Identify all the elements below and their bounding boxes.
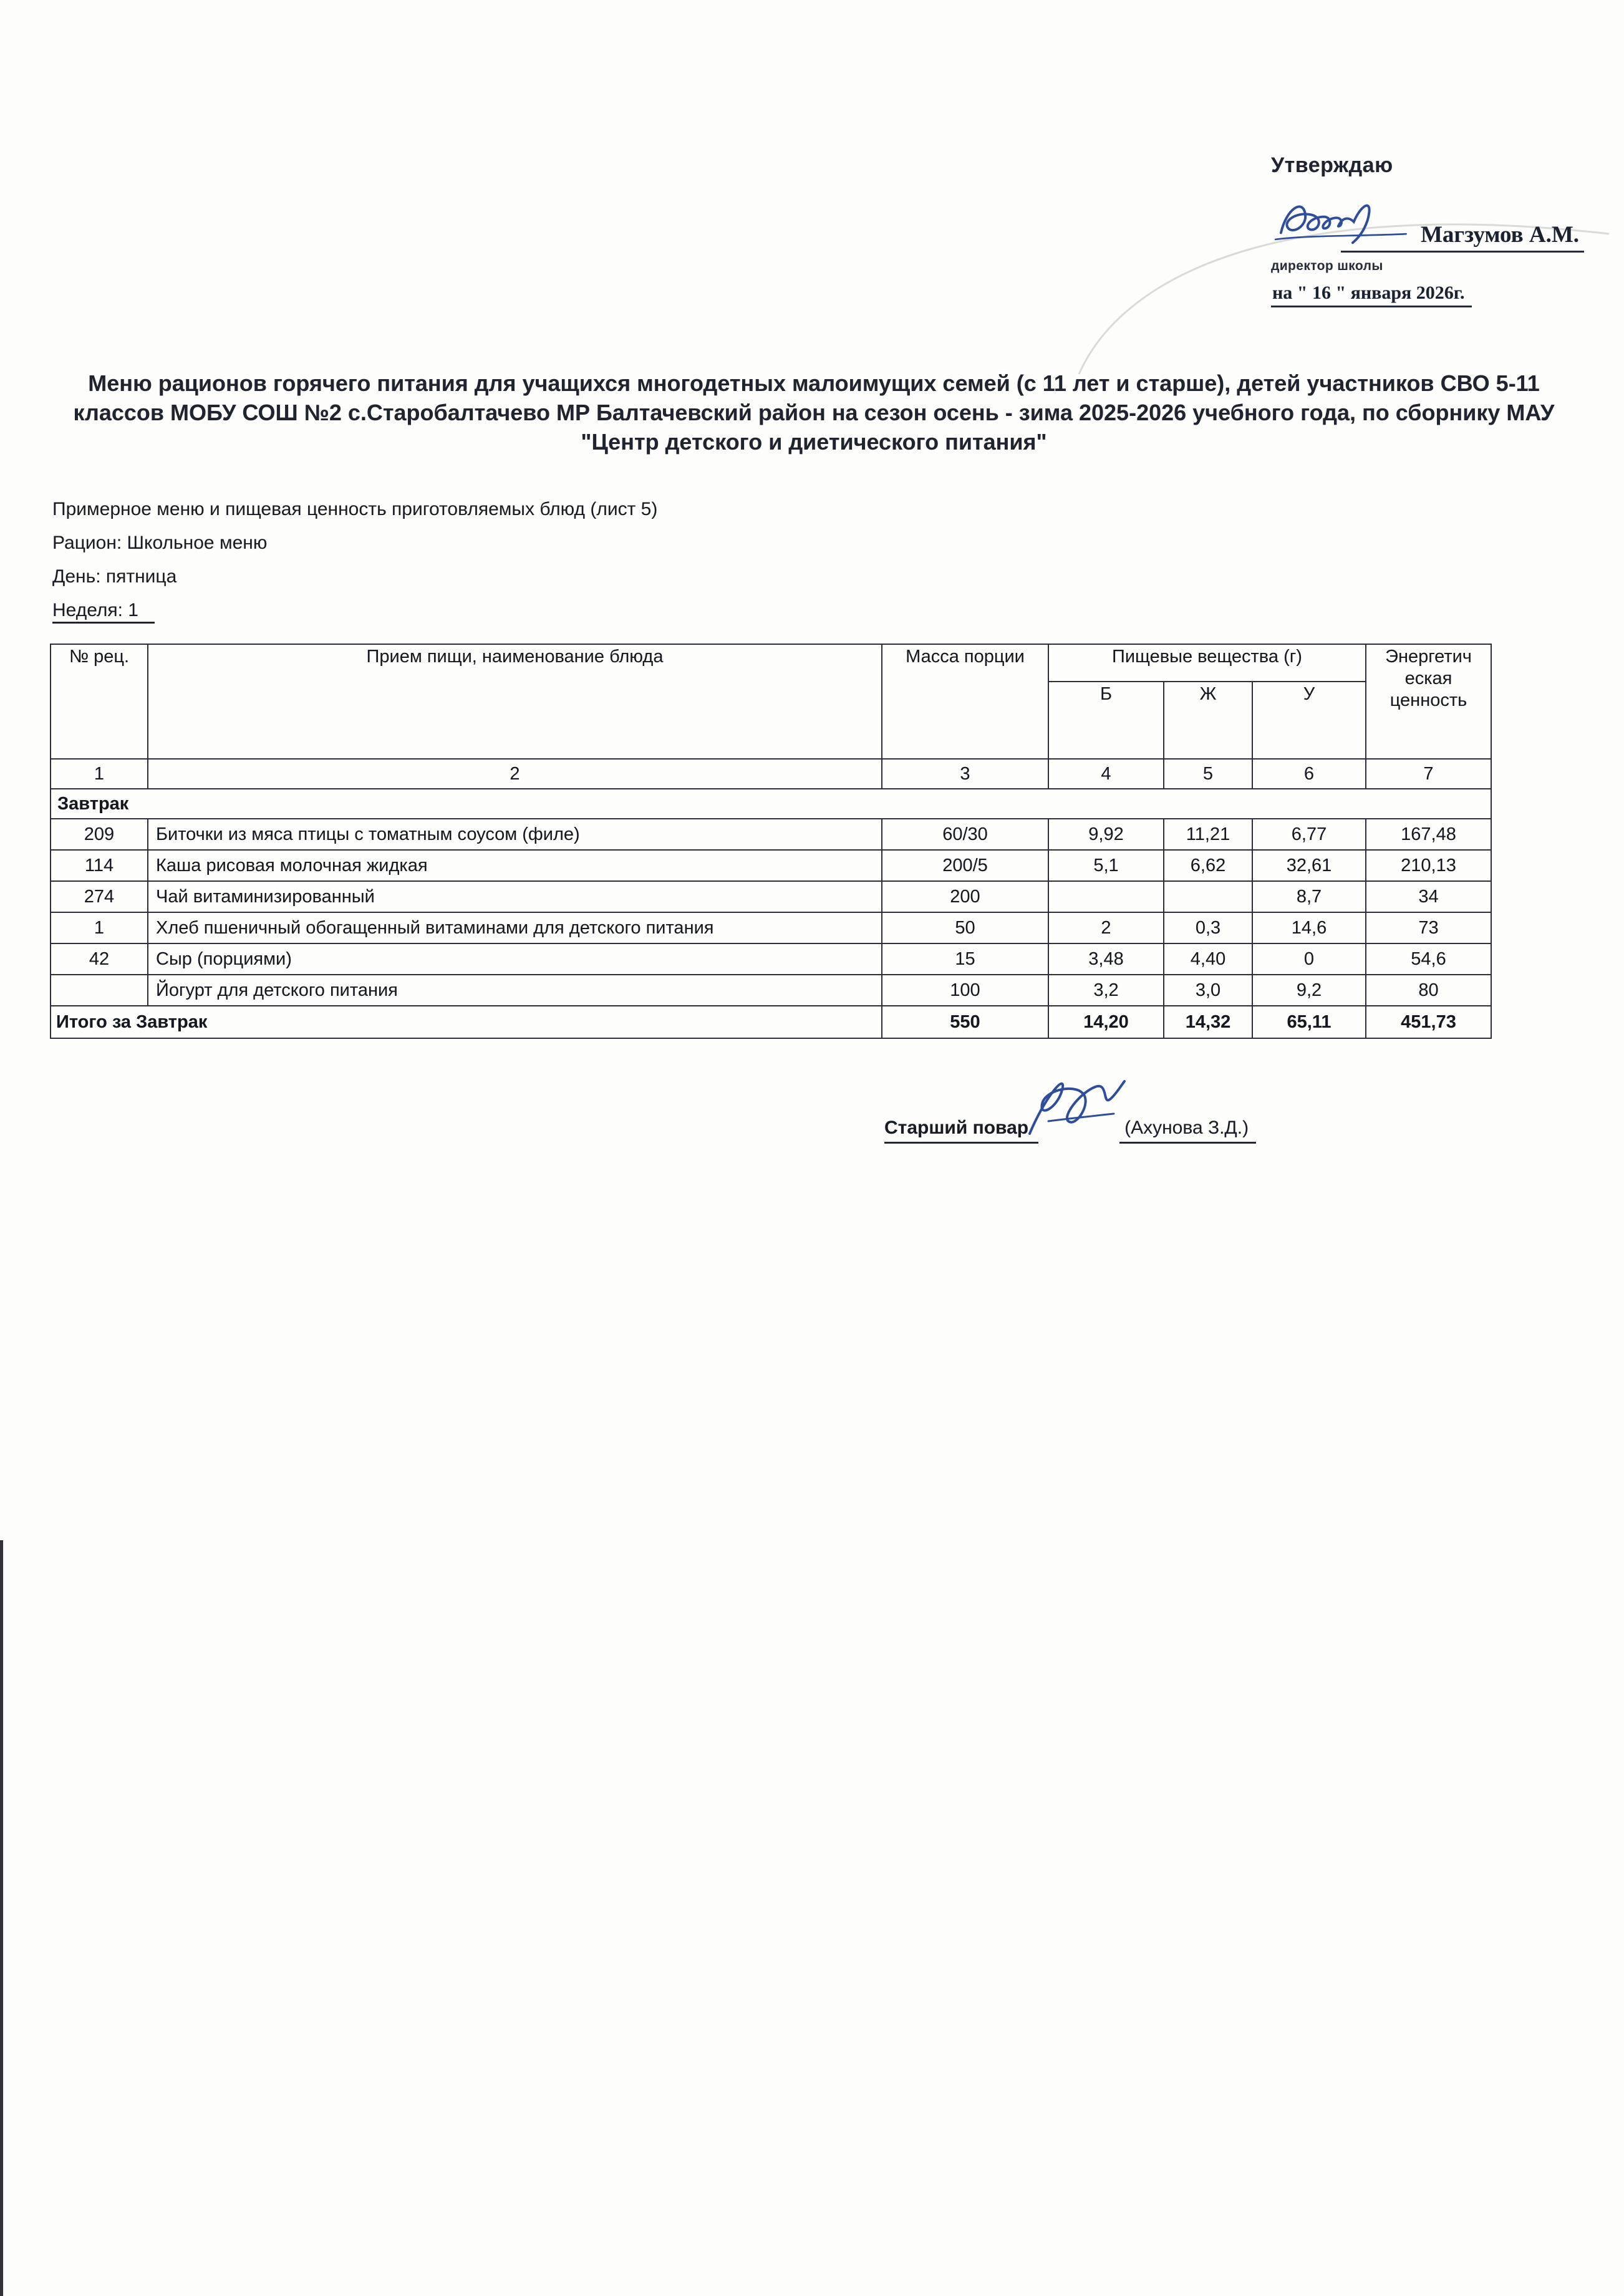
cell-dish: Йогурт для детского питания [148, 975, 882, 1006]
cell-energy: 210,13 [1366, 850, 1491, 881]
cell-protein: 3,2 [1048, 975, 1164, 1006]
cell-energy: 73 [1366, 912, 1491, 943]
cell-energy: 54,6 [1366, 943, 1491, 975]
col-num-2: 2 [148, 759, 882, 789]
header-energy: Энергетич еская ценность [1366, 644, 1491, 759]
menu-table [50, 644, 1492, 1039]
table-row [51, 943, 1491, 975]
cell-rec: 42 [51, 943, 148, 975]
table-row [51, 975, 1491, 1006]
table-row [51, 881, 1491, 912]
total-carbs: 65,11 [1252, 1006, 1366, 1038]
header-fat: Ж [1164, 682, 1252, 759]
cell-dish: Чай витаминизированный [148, 881, 882, 912]
header-carbs: У [1252, 682, 1366, 759]
director-title: директор школы [1271, 259, 1383, 273]
section-label: Завтрак [51, 789, 1491, 819]
cell-carbs: 14,6 [1252, 912, 1366, 943]
cell-fat: 4,40 [1164, 943, 1252, 975]
cell-dish: Сыр (порциями) [148, 943, 882, 975]
cook-label: Старший повар [884, 1117, 1038, 1144]
total-row [51, 1006, 1491, 1038]
director-signature-row [1271, 188, 1620, 253]
header-dish: Прием пищи, наименование блюда [148, 644, 882, 759]
table-row [51, 850, 1491, 881]
cell-fat [1164, 881, 1252, 912]
cell-protein [1048, 881, 1164, 912]
column-number-row [51, 759, 1491, 789]
meta-week [52, 600, 657, 624]
cell-fat: 0,3 [1164, 912, 1252, 943]
cell-rec: 274 [51, 881, 148, 912]
total-protein: 14,20 [1048, 1006, 1164, 1038]
col-num-7: 7 [1366, 759, 1491, 789]
cell-rec [51, 975, 148, 1006]
cell-carbs: 9,2 [1252, 975, 1366, 1006]
approve-label: Утверждаю [1271, 153, 1393, 177]
cell-carbs: 6,77 [1252, 819, 1366, 850]
meta-ration: Рацион: Школьное меню [52, 533, 268, 553]
cell-fat: 3,0 [1164, 975, 1252, 1006]
section-row-breakfast [51, 789, 1491, 819]
cell-protein: 9,92 [1048, 819, 1164, 850]
cell-energy: 167,48 [1366, 819, 1491, 850]
cell-mass: 60/30 [882, 819, 1048, 850]
header-row [51, 644, 1491, 682]
meta-subtitle: Примерное меню и пищевая ценность приготовляемых блюд (лист 5) [52, 499, 658, 519]
table-row [51, 912, 1491, 943]
cell-carbs: 0 [1252, 943, 1366, 975]
cell-protein: 3,48 [1048, 943, 1164, 975]
total-fat: 14,32 [1164, 1006, 1252, 1038]
header-rec-no: № рец. [51, 644, 148, 759]
meta-week-value: Неделя: 1 [52, 600, 155, 624]
col-num-3: 3 [882, 759, 1048, 789]
cook-signature [1011, 1059, 1136, 1152]
col-num-1: 1 [51, 759, 148, 789]
total-mass: 550 [882, 1006, 1048, 1038]
header-nutrients: Пищевые вещества (г) [1048, 644, 1366, 682]
header-protein: Б [1048, 682, 1164, 759]
cell-rec: 1 [51, 912, 148, 943]
cell-mass: 100 [882, 975, 1048, 1006]
cell-energy: 34 [1366, 881, 1491, 912]
cell-mass: 200/5 [882, 850, 1048, 881]
footer-block [884, 1059, 1256, 1144]
cell-mass: 200 [882, 881, 1048, 912]
cell-rec: 114 [51, 850, 148, 881]
cell-dish: Биточки из мяса птицы с томатным соусом (филе) [148, 819, 882, 850]
total-energy: 451,73 [1366, 1006, 1491, 1038]
col-num-5: 5 [1164, 759, 1252, 789]
cell-mass: 15 [882, 943, 1048, 975]
cell-rec: 209 [51, 819, 148, 850]
approval-block [1271, 153, 1620, 307]
director-signature [1271, 188, 1414, 253]
cell-carbs: 8,7 [1252, 881, 1366, 912]
cell-carbs: 32,61 [1252, 850, 1366, 881]
cell-mass: 50 [882, 912, 1048, 943]
meta-block [52, 499, 657, 637]
scan-edge-line [0, 1540, 3, 2296]
cell-fat: 6,62 [1164, 850, 1252, 881]
cell-dish: Каша рисовая молочная жидкая [148, 850, 882, 881]
cell-fat: 11,21 [1164, 819, 1252, 850]
header-portion-mass: Масса порции [882, 644, 1048, 759]
cook-name: (Ахунова З.Д.) [1119, 1117, 1256, 1144]
total-label: Итого за Завтрак [51, 1006, 882, 1038]
cell-protein: 2 [1048, 912, 1164, 943]
cell-dish: Хлеб пшеничный обогащенный витаминами для детского питания [148, 912, 882, 943]
cell-energy: 80 [1366, 975, 1491, 1006]
approval-date: на " 16 " января 2026г. [1271, 282, 1472, 307]
table-row [51, 819, 1491, 850]
col-num-6: 6 [1252, 759, 1366, 789]
col-num-4: 4 [1048, 759, 1164, 789]
document-title: Меню рационов горячего питания для учащихся многодетных малоимущих семей (с 11 лет и старше), детей участников СВО 5-11 классов МОБУ СОШ №2 с.Старобалтачево МР Балтачевский район на сезон осень - зима 2025-2026 учебного года, по сборнику МАУ "Центр детского и диетического питания" [73, 370, 1555, 455]
cell-protein: 5,1 [1048, 850, 1164, 881]
meta-day: День: пятница [52, 566, 177, 587]
director-name: Магзумов А.М. [1341, 221, 1584, 253]
